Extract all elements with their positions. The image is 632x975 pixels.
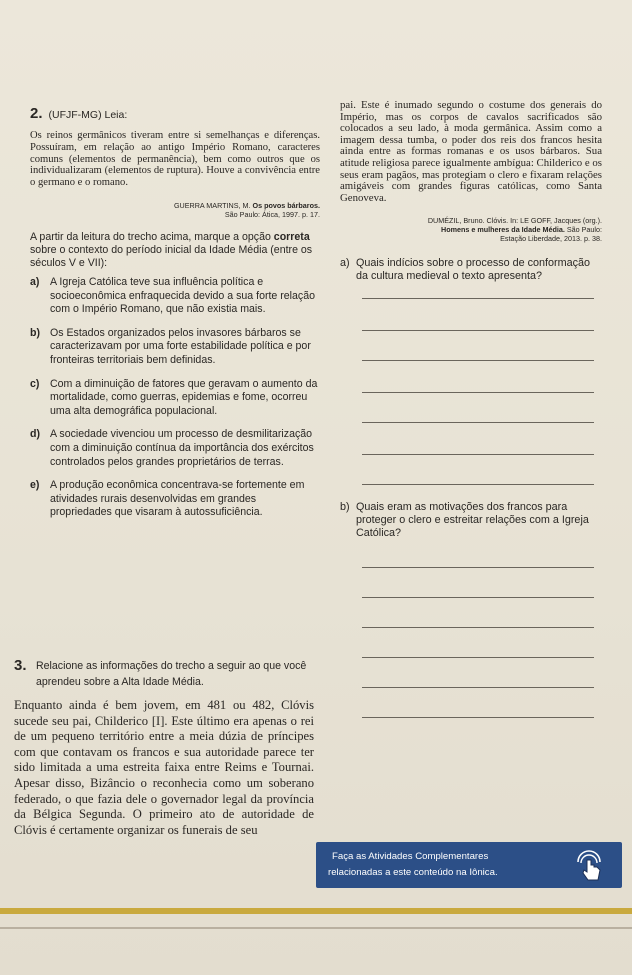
option-letter: d) [30,428,40,441]
banner-subtitle: relacionadas a este conteúdo na Iônica. [328,867,498,878]
question-source: (UFJF-MG) Leia: [48,109,128,121]
citation-author: GUERRA MARTINS, M. [173,200,251,210]
option-text: Com a diminuição de fatores que geravam o aumento da mortalidade, como guerras, epidemias e fome, ocorreu uma alta demográfica populacional. [50,377,318,417]
option-letter: e) [30,479,40,492]
answer-line[interactable] [362,596,594,598]
answer-line[interactable] [362,716,594,718]
question-3 [14,658,314,838]
option-letter: b) [30,326,40,339]
sub-question-letter: a) [340,257,350,270]
answer-line[interactable] [362,329,594,331]
option-a[interactable] [30,276,320,317]
option-text: Os Estados organizados pelos invasores bárbaros se caracterizavam por uma forte estabilidade política e por fronteiras territoriais bem definidas. [50,326,311,366]
answer-line[interactable] [362,656,594,658]
citation-publisher: São Paulo: Ática, 1997. p. 17. [224,209,320,219]
answer-line[interactable] [362,483,594,485]
complementary-activities-banner[interactable] [316,842,622,888]
question-3-header [14,658,314,690]
question-number: 3. [14,657,27,674]
answer-line[interactable] [362,297,594,299]
citation-place: São Paulo: [564,225,602,235]
question-prompt [30,231,320,270]
sub-question-a [340,257,602,283]
option-text: A Igreja Católica teve sua influência política e socioeconômica enfraquecida devido a sua forte relação com o Império Romano, que não existia mais. [50,275,316,316]
sub-question-text: Quais eram as motivações dos francos para proteger o clero e estreitar relações com a Igreja Católica? [356,501,589,540]
answer-lines-b[interactable] [340,566,602,718]
accent-bar [0,908,632,914]
prompt-part-1: A partir da leitura do trecho acima, marque a opção [30,230,274,243]
question-3-continuation [340,100,602,718]
option-c[interactable] [30,378,320,419]
sub-question-b [340,501,602,540]
question-2-header [30,105,320,122]
question-prompt: Relacione as informações do trecho a seguir ao que você aprendeu sobre a Alta Idade Média. [36,660,307,688]
excerpt-continuation: pai. Este é inumado segundo o costume dos generais do Império, mas os corpos de cavalos sacrificados são colocados a seu lado, à moda germânica. Assim como a imagem dessa tumba, o poder dos reis dos francos hesita ainda entre as formas romanas e os usos bárbaros. Sua atitude religiosa parece igualmente ambígua: Childerico e os seus eram pagãos, mas protegiam o clero e fixaram relações amigáveis com grandes figuras católicas, como Santa Genoveva. [340,99,602,204]
answer-line[interactable] [362,391,594,393]
answer-line[interactable] [362,359,594,361]
citation-title: Homens e mulheres da Idade Média. [441,225,565,235]
option-text: A sociedade vivenciou um processo de desmilitarização com a diminuição contínua da importância dos exércitos controlados pelos grandes proprietários de terras. [50,428,314,468]
answer-line[interactable] [362,453,594,455]
option-text: A produção econômica concentrava-se fortemente em atividades rurais desenvolvidas em grandes propriedades que visaram à autossuficiência. [50,479,305,519]
option-d[interactable] [30,428,320,469]
option-b[interactable] [30,327,320,368]
prompt-part-2: sobre o contexto do período inicial da Idade Média (entre os séculos V e VII): [30,243,313,269]
prompt-bold: correta [273,230,310,243]
answer-lines-a[interactable] [340,297,602,485]
excerpt-text: Os reinos germânicos tiveram entre si semelhanças e diferenças. Possuíram, em relação ao antigo Império Romano, caracteres comuns (elementos de permanência), bem como outros que os individualizaram (elementos de ruptura). Houve a convivência entre o germano e o romano. [30,130,320,189]
divider [0,927,632,929]
sub-question-text: Quais indícios sobre o processo de conformação da cultura medieval o texto apresenta? [356,257,591,283]
question-number: 2. [30,105,43,122]
citation-line-1: DUMÉZIL, Bruno. Clóvis. In: LE GOFF, Jacques (org.). [427,216,602,226]
excerpt-text: Enquanto ainda é bem jovem, em 481 ou 482, Clóvis sucede seu pai, Childerico [I]. Este último era apenas o rei de um pequeno território entre a meia dúzia de príncipes com que contavam os francos e sua autoridade parece ter sido limitada a uma estreita faixa entre Reims e Tournai. Apesar disso, Bizâncio o reconhecia como um soberano federado, o que fazia dele o governador legal da província da Bélgica Segunda. O primeiro ato de autoridade de Clóvis é certamente organizar os funerais de seu [14,698,314,837]
banner-title: Faça as Atividades Complementares [332,851,489,862]
excerpt-citation [340,216,602,243]
option-letter: c) [30,377,40,390]
answer-line[interactable] [362,626,594,628]
answer-line[interactable] [362,686,594,688]
excerpt-citation [30,201,320,219]
answer-line[interactable] [362,421,594,423]
question-2 [30,105,320,520]
citation-title: Os povos bárbaros. [252,200,320,210]
citation-line-3: Estação Liberdade, 2013. p. 38. [500,234,602,244]
pointer-hand-icon [572,848,606,882]
option-letter: a) [30,275,40,288]
answer-line[interactable] [362,566,594,568]
option-e[interactable] [30,479,320,520]
sub-question-letter: b) [340,501,350,514]
